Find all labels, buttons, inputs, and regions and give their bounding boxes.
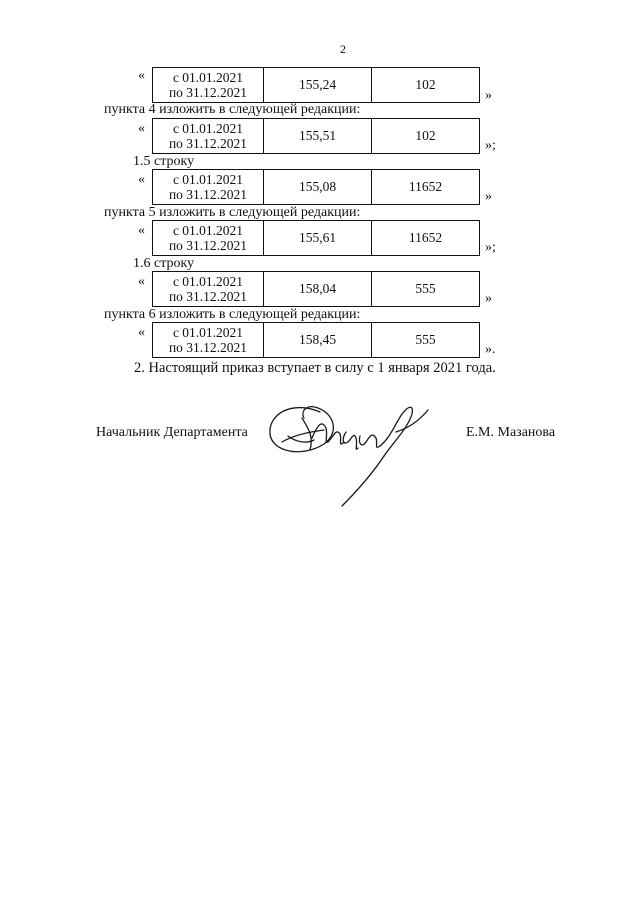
open-quote: « [138, 223, 145, 238]
table-row [152, 322, 480, 358]
period-to: по 31.12.2021 [168, 187, 248, 202]
period-from: с 01.01.2021 [172, 223, 244, 238]
close-quote: » [485, 88, 492, 103]
clause-2: 2. Настоящий приказ вступает в силу с 1 января 2021 года. [134, 360, 496, 376]
period-from: с 01.01.2021 [172, 70, 244, 85]
close-quote: » [485, 189, 492, 204]
period-to: по 31.12.2021 [168, 289, 248, 304]
signatory-position: Начальник Департамента [96, 425, 248, 440]
open-quote: « [138, 172, 145, 187]
close-quote: » [485, 291, 492, 306]
code-cell: 11652 [408, 230, 443, 245]
value-cell: 155,51 [264, 119, 372, 153]
value-cell: 155,08 [264, 170, 372, 204]
table-row [152, 67, 480, 103]
signatory-name: Е.М. Мазанова [466, 425, 556, 440]
open-quote: « [138, 274, 145, 289]
table-row [152, 271, 480, 307]
table-row [152, 118, 480, 154]
period-cell [153, 170, 264, 204]
period-cell [153, 323, 264, 357]
instruction-line: пункта 4 изложить в следующей редакции: [104, 102, 361, 117]
value-cell: 155,24 [264, 68, 372, 102]
code-cell: 555 [415, 332, 436, 347]
table-row [152, 169, 480, 205]
table-row [152, 220, 480, 256]
period-cell [153, 221, 264, 255]
value-cell: 155,61 [264, 221, 372, 255]
code-cell: 555 [415, 281, 436, 296]
period-to: по 31.12.2021 [168, 85, 248, 100]
instruction-line: пункта 5 изложить в следующей редакции: [104, 205, 361, 220]
period-cell [153, 272, 264, 306]
instruction-line: 1.5 строку [133, 154, 195, 169]
instruction-line: 1.6 строку [133, 256, 195, 271]
period-from: с 01.01.2021 [172, 274, 244, 289]
page-number: 2 [340, 42, 346, 56]
period-to: по 31.12.2021 [168, 136, 248, 151]
period-from: с 01.01.2021 [172, 172, 244, 187]
close-quote: ». [485, 342, 496, 357]
open-quote: « [138, 325, 145, 340]
handwritten-signature [262, 392, 437, 517]
period-to: по 31.12.2021 [168, 340, 248, 355]
period-cell [153, 68, 264, 102]
close-quote: »; [485, 138, 496, 153]
instruction-line: пункта 6 изложить в следующей редакции: [104, 307, 361, 322]
code-cell: 102 [415, 77, 436, 92]
value-cell: 158,45 [264, 323, 372, 357]
period-to: по 31.12.2021 [168, 238, 248, 253]
period-cell [153, 119, 264, 153]
code-cell: 102 [415, 128, 436, 143]
period-from: с 01.01.2021 [172, 121, 244, 136]
open-quote: « [138, 68, 145, 83]
code-cell: 11652 [408, 179, 443, 194]
close-quote: »; [485, 240, 496, 255]
open-quote: « [138, 121, 145, 136]
value-cell: 158,04 [264, 272, 372, 306]
period-from: с 01.01.2021 [172, 325, 244, 340]
